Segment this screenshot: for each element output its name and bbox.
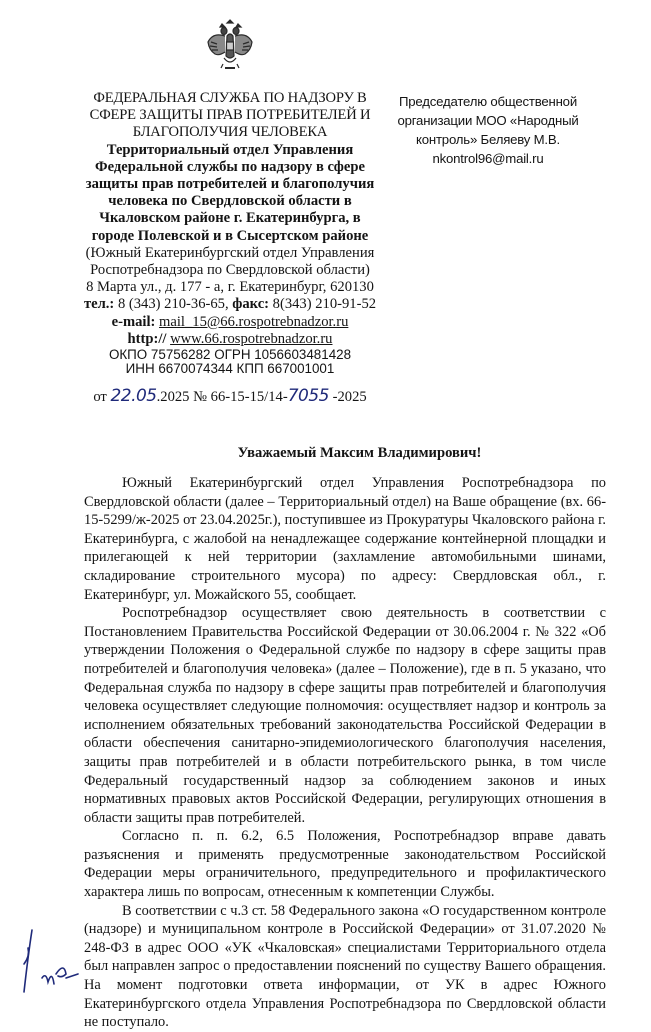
fax-label: факс: [232, 296, 270, 313]
email-link[interactable]: mail_15@66.rospotrebnadzor.ru [159, 313, 349, 330]
ref-prefix: от [93, 389, 111, 406]
handwritten-signature-icon [12, 926, 92, 998]
contact-email [82, 314, 378, 331]
department-alias: (Южный Екатеринбургский отдел Управления Роспотребнадзора по Свердловской области) [85, 244, 375, 279]
ref-suffix: -2025 [328, 389, 367, 406]
ref-date-handwritten: 22.05 [110, 386, 157, 407]
email-label: e-mail: [111, 313, 156, 330]
web-link[interactable]: www.66.rospotrebnadzor.ru [170, 330, 333, 347]
sender-block [82, 90, 378, 406]
sender-address: 8 Марта ул., д. 177 - а, г. Екатеринбург, 620130 [86, 279, 374, 296]
russian-coat-of-arms-icon [203, 16, 257, 74]
phone-label: тел.: [83, 296, 115, 313]
reference-line [82, 388, 378, 406]
agency-name: ФЕДЕРАЛЬНАЯ СЛУЖБА ПО НАДЗОРУ В СФЕРЕ ЗАЩИТЫ ПРАВ ПОТРЕБИТЕЛЕЙ И БЛАГОПОЛУЧИЯ ЧЕЛОВЕКА [89, 90, 371, 141]
contact-phones [82, 296, 378, 313]
paragraph: В соответствии с ч.3 ст. 58 Федерального закона «О государственном контроле (надзоре) и муниципальном контроле в Российской Федерации» от 31.07.2020 № 248-ФЗ в адрес ООО «УК «Чкаловская» специалистами Территориального отдела был направлен запрос о предоставлении пояснений по существу Вашего обращения. На момент подготовки ответа информации, от УК в адрес Южного Екатеринбургского отдела Управления Роспотребнадзора по Свердловской области не поступало. [84, 902, 606, 1031]
department-name: Территориальный отдел Управления Федеральной службы по надзору в сфере защиты прав потребителей и благополучия человека по Свердловской области в Чкаловском районе г. Екатеринбурга, в городе Полевской и в Сысертском районе [85, 141, 375, 244]
web-label: http:// [127, 330, 167, 347]
ref-mid: .2025 № 66-15-15/14- [156, 389, 288, 406]
recipient-email: nkontrol96@mail.ru [432, 151, 544, 166]
greeting: Уважаемый Максим Владимирович! [237, 445, 482, 461]
ref-number-handwritten: 7055 [287, 386, 329, 407]
paragraph: Согласно п. п. 6.2, 6.5 Положения, Роспотребнадзор вправе давать разъяснения и применять предусмотренные законодательством Российской Федерации меры ограничительного, предупредительного и профилактического характера лишь по вопросам, отнесенным к компетенции Службы. [84, 828, 606, 901]
paragraph: Роспотребнадзор осуществляет свою деятельность в соответствии с Постановлением Правительства Российской Федерации от 30.06.2004 г. № 322 «Об утверждении Положения о Федеральной службе по надзору в сфере защиты прав потребителей и благополучия человека» (далее – Положение), где в п. 5 указано, что Федеральная служба по надзору в сфере защиты прав потребителей и благополучия человека осуществляет следующие полномочия: осуществляет надзор и контроль за исполнением обязательных требований законодательства Российской Федерации в области обеспечения санитарно-эпидемиологического благополучия населения, защиты прав потребителей и в области потребительского рынка, в том числе Федеральный государственный надзор за соблюдением законов и иных нормативных правовых актов Российской Федерации, регулирующих отношения в области защиты прав потребителей. [84, 605, 606, 826]
recipient-block [388, 92, 588, 168]
fax-value: 8(343) 210-91-52 [269, 296, 377, 313]
letter-body [84, 474, 606, 1032]
paragraph: Южный Екатеринбургский отдел Управления Роспотребнадзора по Свердловской области (далее – Территориальный отдел) на Ваше обращение (вх. 66-15-5299/ж-2025 от 23.04.2025г.), поступившее из Прокуратуры Чкаловского района г. Екатеринбурга, с жалобой на ненадлежащее содержание контейнерной площадки и прилегающей к ней территории (захламление автомобильными шинами, складирование строительного мусора) по адресу: Свердловская обл., г. Екатеринбург, ул. Можайского 55, сообщает. [84, 475, 606, 603]
recipient-line-1: Председателю общественной [399, 94, 577, 109]
contact-web [82, 331, 378, 348]
okpo-ogrn: ОКПО 75756282 ОГРН 1056603481428 [108, 347, 352, 363]
inn-kpp: ИНН 6670074344 КПП 667001001 [125, 361, 335, 377]
recipient-line-3: контроль» Беляеву М.В. [416, 132, 560, 147]
recipient-line-2: организации МОО «Народный [397, 113, 579, 128]
phone-value: 8 (343) 210-36-65, [114, 296, 233, 313]
